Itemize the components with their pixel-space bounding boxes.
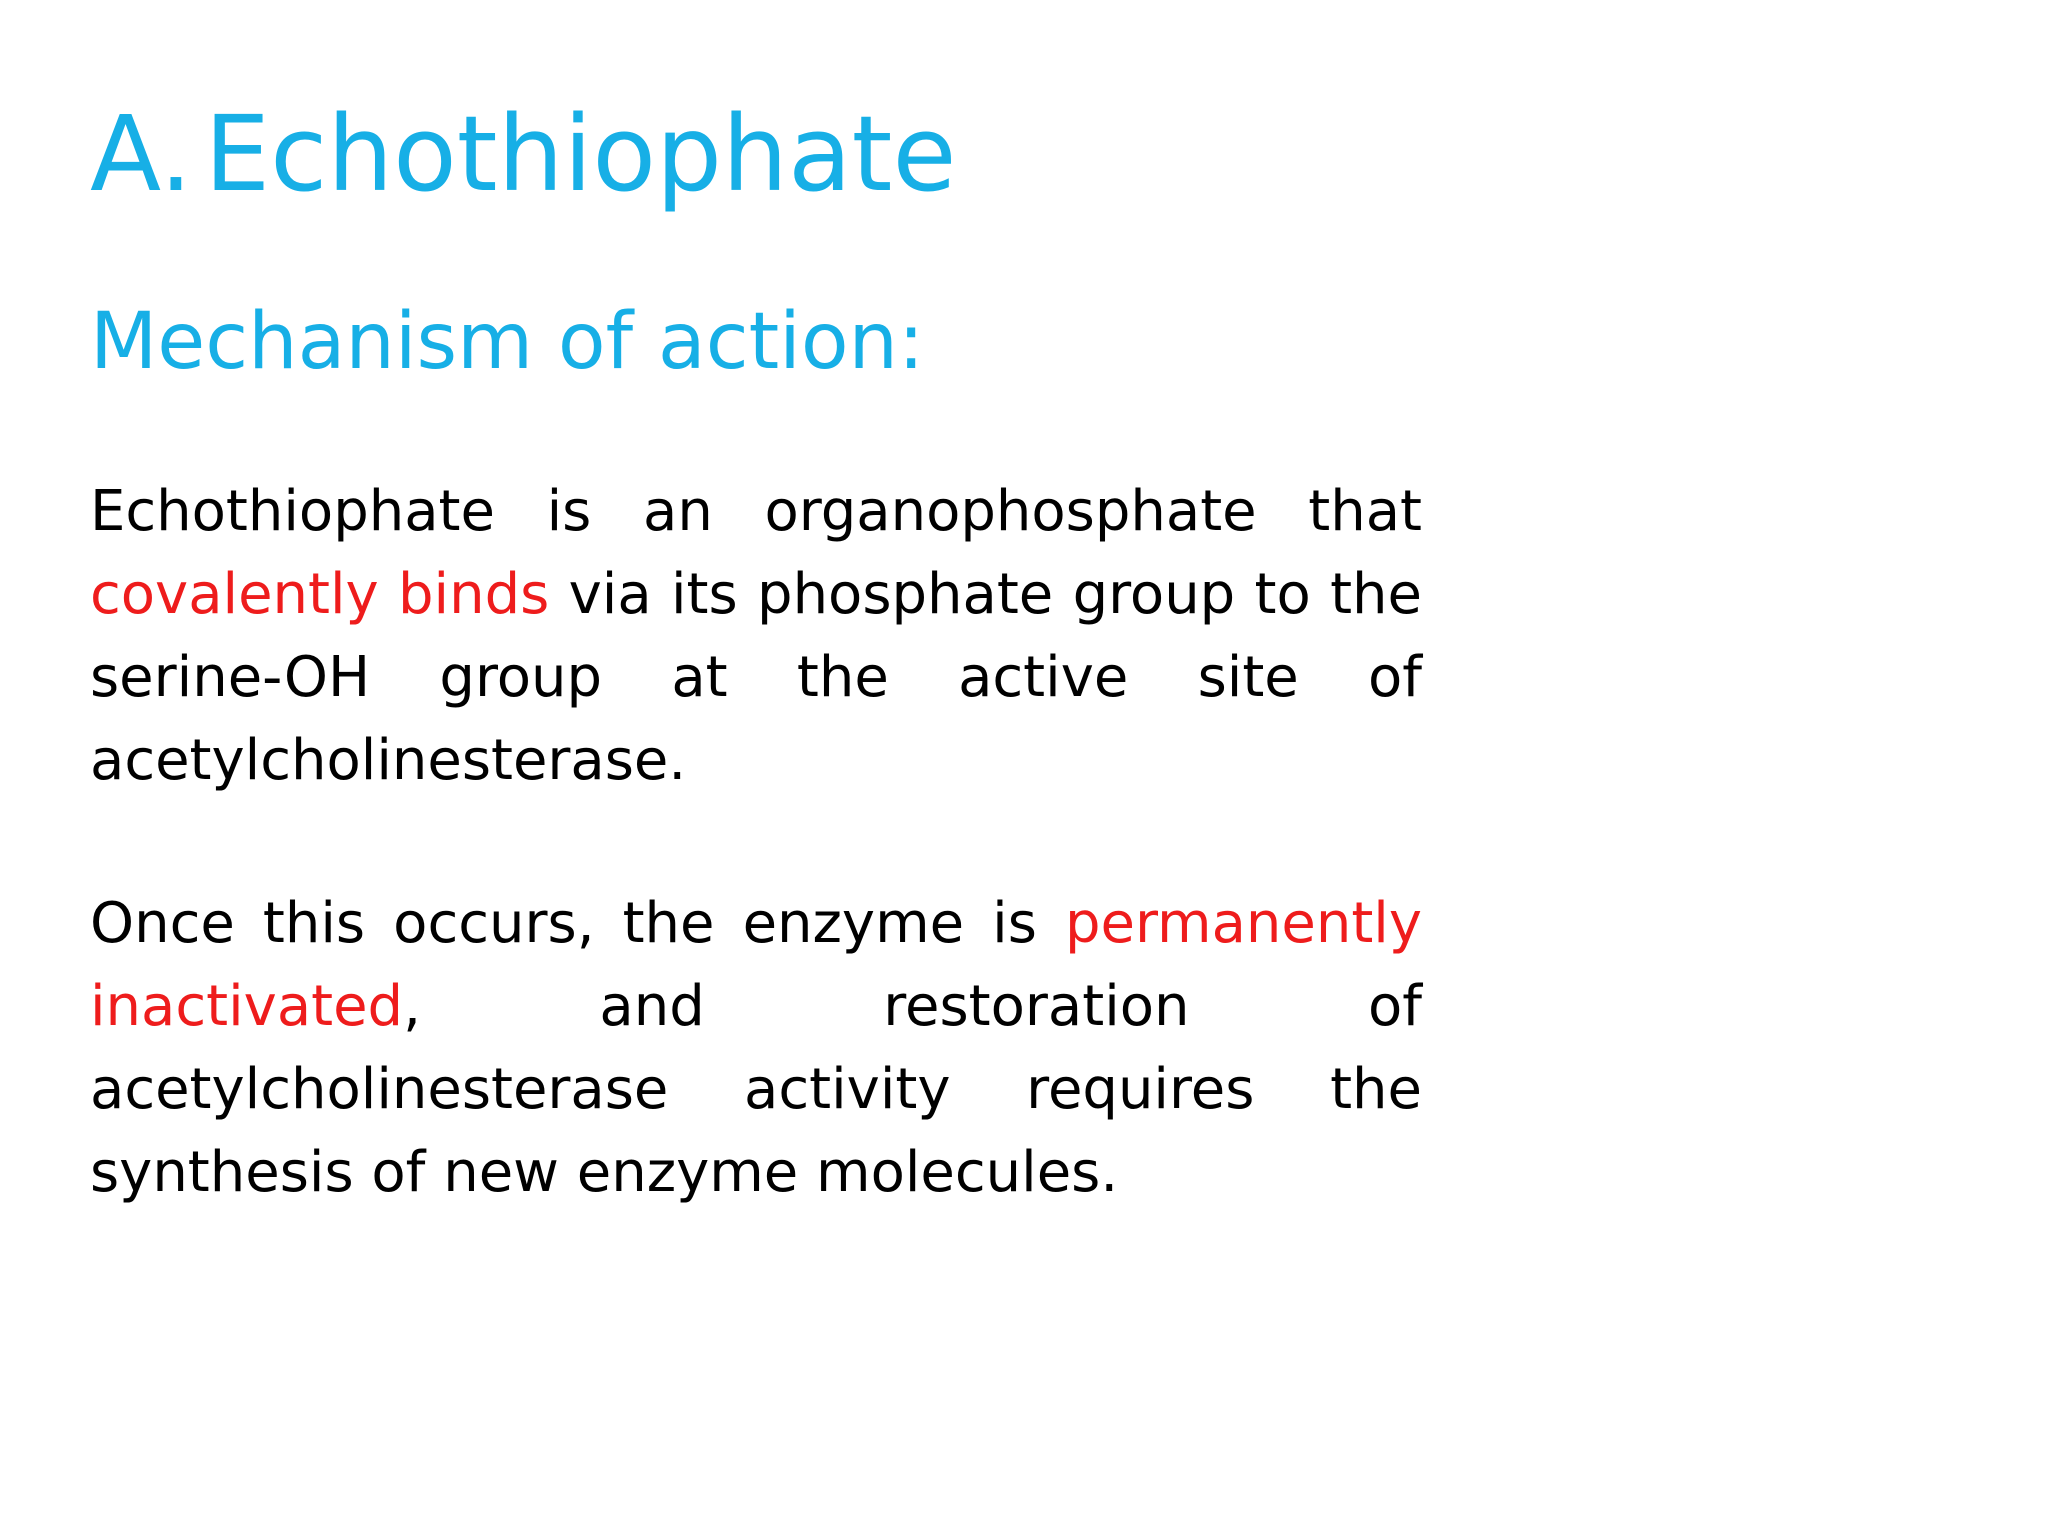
highlight-permanently-inactivated: permanently inactivated bbox=[90, 891, 1422, 1039]
paragraph-2-text-end: , and restoration of acetylcholinesterase activity requires the synthesis of new enzyme molecules. bbox=[90, 974, 1422, 1205]
paragraph-2-text-start: Once this occurs, the enzyme is bbox=[90, 891, 1065, 956]
title-text: Echothiophate bbox=[204, 93, 957, 215]
slide-title bbox=[90, 92, 956, 216]
section-heading: Mechanism of action: bbox=[90, 297, 925, 387]
highlight-covalently-binds: covalently binds bbox=[90, 562, 550, 627]
paragraph-1-text-start: Echothiophate is an organophosphate that bbox=[90, 479, 1422, 544]
paragraph-consequence bbox=[90, 882, 1422, 1214]
paragraph-mechanism bbox=[90, 470, 1422, 802]
paragraph-1-text-end: via its phosphate group to the serine-OH group at the active site of acetylcholinesterase. bbox=[90, 562, 1423, 793]
title-list-marker: A. bbox=[90, 93, 193, 215]
